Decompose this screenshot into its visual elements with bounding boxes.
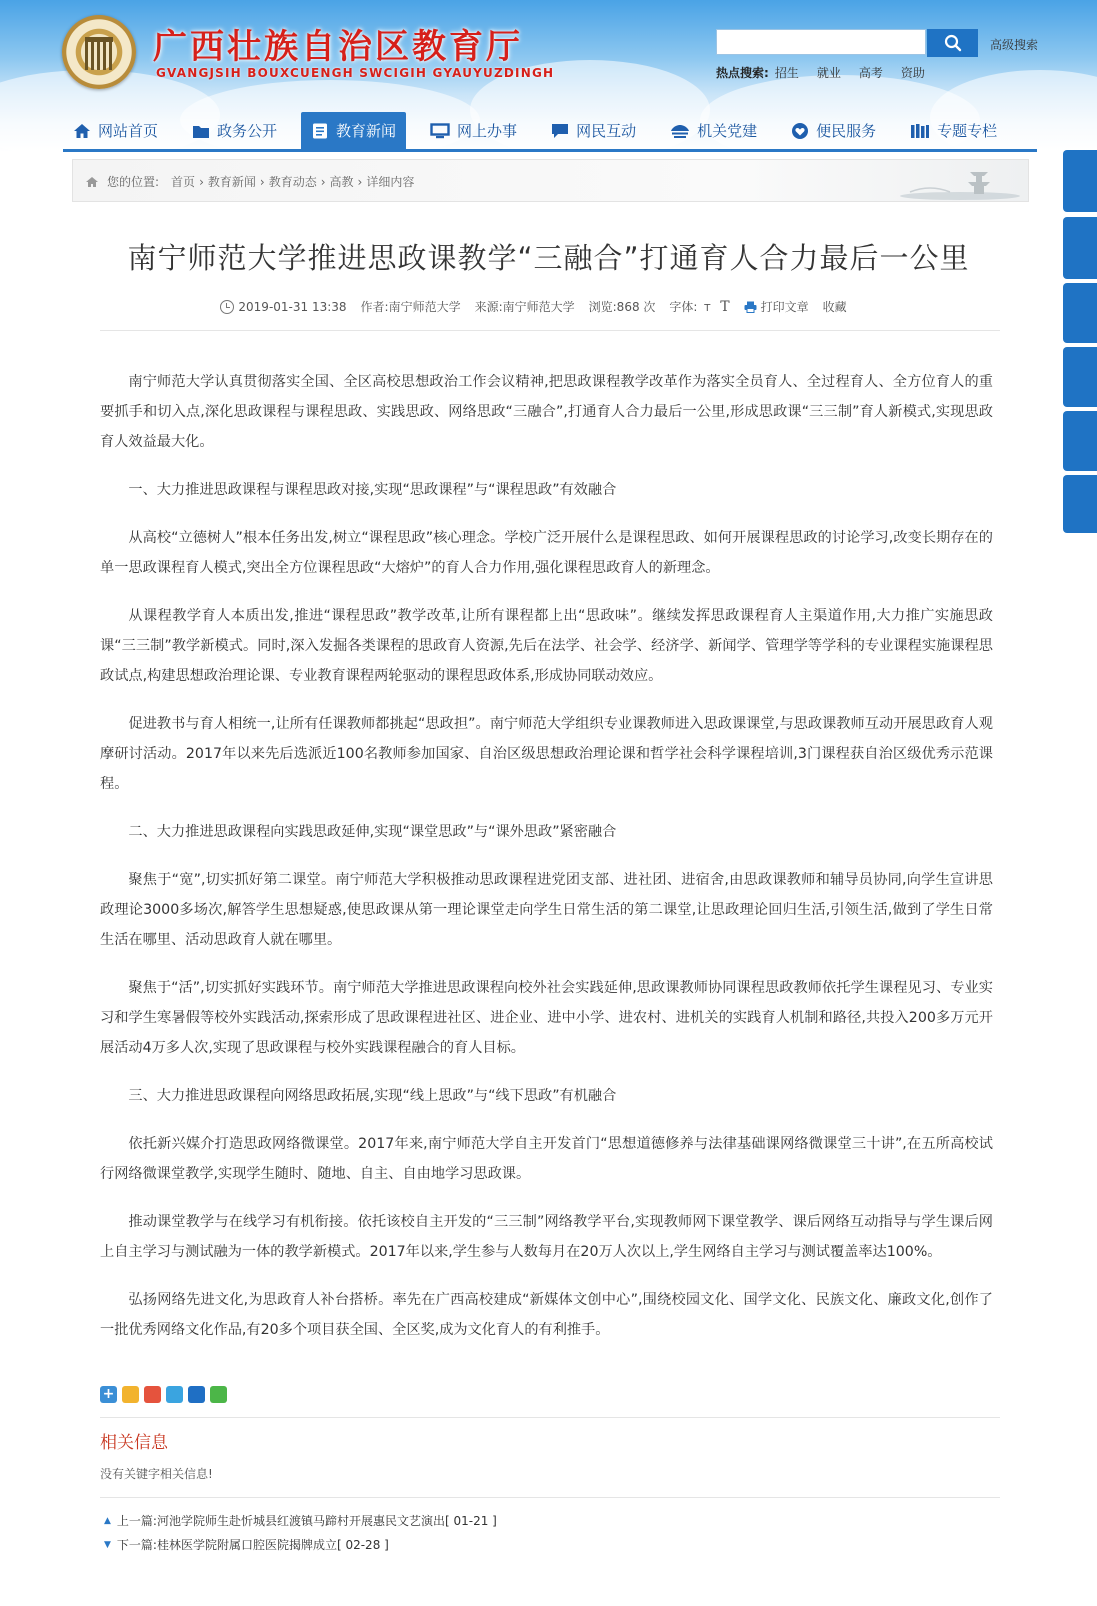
site-subtitle: GVANGJSIH BOUXCUENGH SWCIGIH GYAUYUZDINGH — [156, 66, 555, 80]
heart-icon — [791, 122, 809, 140]
news-icon — [311, 122, 329, 140]
pagoda-decoration — [900, 164, 1020, 200]
divider — [100, 1417, 1000, 1418]
nav-item-home[interactable] — [63, 112, 168, 149]
side-tab[interactable] — [1063, 150, 1097, 212]
side-tab[interactable] — [1063, 347, 1097, 407]
article-paragraph: 弘扬网络先进文化,为思政育人补台搭桥。率先在广西高校建成“新媒体文创中心”,围绕校园文化、国学文化、民族文化、廉政文化,创作了一批优秀网络文化作品,有20多个项目获全国、全区奖,成为文化育人的有利推手。 — [100, 1292, 993, 1338]
nav-item-interaction[interactable] — [541, 112, 646, 149]
side-tab[interactable] — [1063, 411, 1097, 471]
breadcrumb-news[interactable]: 教育新闻 — [207, 175, 256, 189]
triangle-down-icon: ▼ — [104, 1539, 111, 1550]
print-button[interactable] — [744, 298, 809, 315]
article-paragraph: 从高校“立德树人”根本任务出发,树立“课程思政”核心理念。学校广泛开展什么是课程思政、如何开展课程思政的讨论学习,改变长期存在的单一思政课程育人模式,突出全方位课程思政“大熔炉”的育人合力作用,强化课程思政育人的新理念。 — [100, 530, 993, 576]
prev-article-text: 上一篇:河池学院师生赴忻城县红渡镇马蹄村开展惠民文艺演出[ 01-21 ] — [116, 1514, 497, 1528]
advanced-search-link[interactable]: 高级搜索 — [990, 38, 1039, 52]
breadcrumb-trends[interactable]: 教育动态 — [268, 175, 317, 189]
share-wechat-icon[interactable] — [210, 1386, 227, 1403]
article-paragraph: 南宁师范大学认真贯彻落实全国、全区高校思想政治工作会议精神,把思政课程教学改革作为落实全员育人、全过程育人、全方位育人的重要抓手和切入点,深化思政课程与课程思政、实践思政、网络思政“三融合”,打通育人合力最后一公里,形成思政课“三三制”育人新模式,实现思政育人效益最大化。 — [100, 374, 993, 450]
print-label: 打印文章 — [760, 300, 809, 314]
site-header — [0, 0, 1097, 152]
breadcrumb-current: 详细内容 — [366, 175, 415, 189]
breadcrumb-separator: › — [259, 174, 265, 189]
side-tab[interactable] — [1063, 475, 1097, 533]
breadcrumb-home[interactable]: 首页 — [171, 175, 196, 189]
breadcrumb-prefix: 您的位置: — [107, 175, 160, 189]
article-paragraph: 聚焦于“活”,切实抓好实践环节。南宁师范大学推进思政课程向校外社会实践延伸,思政课教师协同课程思政教师依托学生课程见习、专业实习和学生寒暑假等校外实践活动,探索形成了思政课程进社区、进企业、进中小学、进农村、进机关的实践育人机制和路径,共投入200多万元开展活动4万多人次,实现了思政课程与校外实践课程融合的育人目标。 — [100, 980, 993, 1056]
monitor-icon — [430, 123, 450, 139]
hot-keyword[interactable]: 就业 — [816, 66, 841, 80]
related-info-title: 相关信息 — [100, 1433, 168, 1453]
article-date: 2019-01-31 13:38 — [238, 299, 347, 314]
nav-label: 网上办事 — [457, 122, 518, 140]
printer-icon — [744, 301, 757, 313]
breadcrumb-trail — [85, 173, 416, 190]
divider — [100, 1497, 1000, 1498]
nav-label: 专题专栏 — [937, 122, 998, 140]
article-views: 浏览:868 次 — [588, 300, 656, 314]
hot-search-label: 热点搜索: — [716, 66, 769, 80]
article-paragraph: 推动课堂教学与在线学习有机衔接。依托该校自主开发的“三三制”网络教学平台,实现教师网下课堂教学、课后网络互动指导与学生课后网上自主学习与测试融为一体的教学新模式。2017年以来,学生参与人数每月在20万人次以上,学生网络自主学习与测试覆盖率达100%。 — [100, 1214, 993, 1260]
search-icon — [944, 34, 962, 52]
nav-label: 便民服务 — [816, 122, 877, 140]
share-qzone-icon[interactable] — [122, 1386, 139, 1403]
hot-keyword[interactable]: 资助 — [900, 66, 925, 80]
triangle-up-icon: ▲ — [104, 1515, 111, 1526]
font-small-button[interactable]: T — [704, 303, 711, 314]
prev-article-link[interactable] — [104, 1512, 497, 1529]
flag-icon — [670, 123, 690, 139]
article-paragraph: 从课程教学育人本质出发,推进“课程思政”教学改革,让所有课程都上出“思政味”。继续发挥思政课程育人主渠道作用,大力推广实施思政课“三三制”教学新模式。同时,深入发掘各类课程的思政育人资源,先后在法学、社会学、经济学、新闻学、管理学等学科的专业课程实施课程思政试点,构建思想政治理论课、专业教育课程两轮驱动的课程思政体系,形成协同联动效应。 — [100, 608, 993, 684]
breadcrumb-separator: › — [199, 174, 204, 189]
main-nav — [63, 112, 1037, 149]
hot-search — [716, 64, 925, 81]
folder-icon — [192, 123, 210, 139]
breadcrumb-higher-ed[interactable]: 高教 — [329, 175, 354, 189]
hot-keyword[interactable]: 招生 — [774, 66, 799, 80]
site-title[interactable]: 广西壮族自治区教育厅 — [153, 27, 523, 67]
article-meta — [0, 298, 1082, 315]
share-renren-icon[interactable] — [188, 1386, 205, 1403]
home-icon — [85, 176, 99, 188]
article-paragraph: 二、大力推进思政课程向实践思政延伸,实现“课堂思政”与“课外思政”紧密融合 — [128, 824, 617, 840]
search-button[interactable] — [927, 29, 978, 57]
nav-item-party-building[interactable] — [660, 112, 767, 149]
nav-label: 网站首页 — [98, 122, 159, 140]
hot-keyword[interactable]: 高考 — [858, 66, 883, 80]
nav-label: 政务公开 — [217, 122, 278, 140]
nav-item-special-topics[interactable] — [900, 112, 1007, 149]
home-icon — [73, 123, 91, 139]
nav-item-education-news[interactable] — [301, 112, 406, 149]
columns-icon — [910, 123, 930, 139]
article-paragraph: 三、大力推进思政课程向网络思政拓展,实现“线上思政”与“线下思政”有机融合 — [128, 1088, 617, 1104]
article-author: 作者:南宁师范大学 — [360, 300, 461, 314]
nav-item-online-services[interactable] — [420, 112, 527, 149]
breadcrumb-separator: › — [357, 174, 363, 189]
share-bar — [100, 1386, 227, 1403]
search-input[interactable] — [716, 29, 926, 55]
nav-label: 网民互动 — [576, 122, 637, 140]
breadcrumb — [72, 159, 1029, 202]
article-paragraph: 依托新兴媒介打造思政网络微课堂。2017年来,南宁师范大学自主开发首门“思想道德修养与法律基础课网络微课堂三十讲”,在五所高校试行网络微课堂教学,实现学生随时、随地、自主、自由地学习思政课。 — [100, 1136, 993, 1182]
share-tencent-icon[interactable] — [166, 1386, 183, 1403]
share-more-icon[interactable]: + — [100, 1386, 117, 1403]
related-info-empty: 没有关键字相关信息! — [100, 1467, 213, 1481]
article-title: 南宁师范大学推进思政课教学“三融合”打通育人合力最后一公里 — [127, 241, 970, 275]
nav-item-public-services[interactable] — [781, 112, 886, 149]
article-body — [100, 367, 993, 1363]
article-paragraph: 聚焦于“宽”,切实抓好第二课堂。南宁师范大学积极推动思政课程进党团支部、进社团、进宿舍,由思政课教师和辅导员协同,向学生宣讲思政理论3000多场次,解答学生思想疑惑,使思政课从第一理论课堂走向学生日常生活的第二课堂,让思政理论回归生活,引领生活,做到了学生日常生活在哪里、活动思政育人就在哪里。 — [100, 872, 993, 948]
nav-underline — [63, 149, 1037, 152]
nav-label: 教育新闻 — [336, 122, 397, 140]
next-article-link[interactable] — [104, 1536, 389, 1553]
emblem-logo[interactable] — [62, 15, 136, 89]
share-weibo-icon[interactable] — [144, 1386, 161, 1403]
article-paragraph: 促进教书与育人相统一,让所有任课教师都挑起“思政担”。南宁师范大学组织专业课教师进入思政课课堂,与思政课教师互动开展思政育人观摩研讨活动。2017年以来先后选派近100名教师参加国家、自治区级思想政治理论课和哲学社会科学课程培训,3门课程获自治区级优秀示范课程。 — [100, 716, 993, 792]
font-size-label: 字体: — [669, 300, 698, 314]
chat-icon — [551, 123, 569, 139]
collect-button[interactable]: 收藏 — [822, 300, 847, 314]
breadcrumb-separator: › — [320, 174, 326, 189]
font-large-button[interactable]: T — [720, 299, 730, 315]
nav-label: 机关党建 — [697, 122, 758, 140]
clock-icon — [220, 300, 234, 314]
divider — [100, 330, 1000, 331]
nav-item-government-affairs[interactable] — [182, 112, 287, 149]
next-article-text: 下一篇:桂林医学院附属口腔医院揭牌成立[ 02-28 ] — [116, 1538, 389, 1552]
article-source: 来源:南宁师范大学 — [474, 300, 575, 314]
article-paragraph: 一、大力推进思政课程与课程思政对接,实现“思政课程”与“课程思政”有效融合 — [128, 482, 617, 498]
